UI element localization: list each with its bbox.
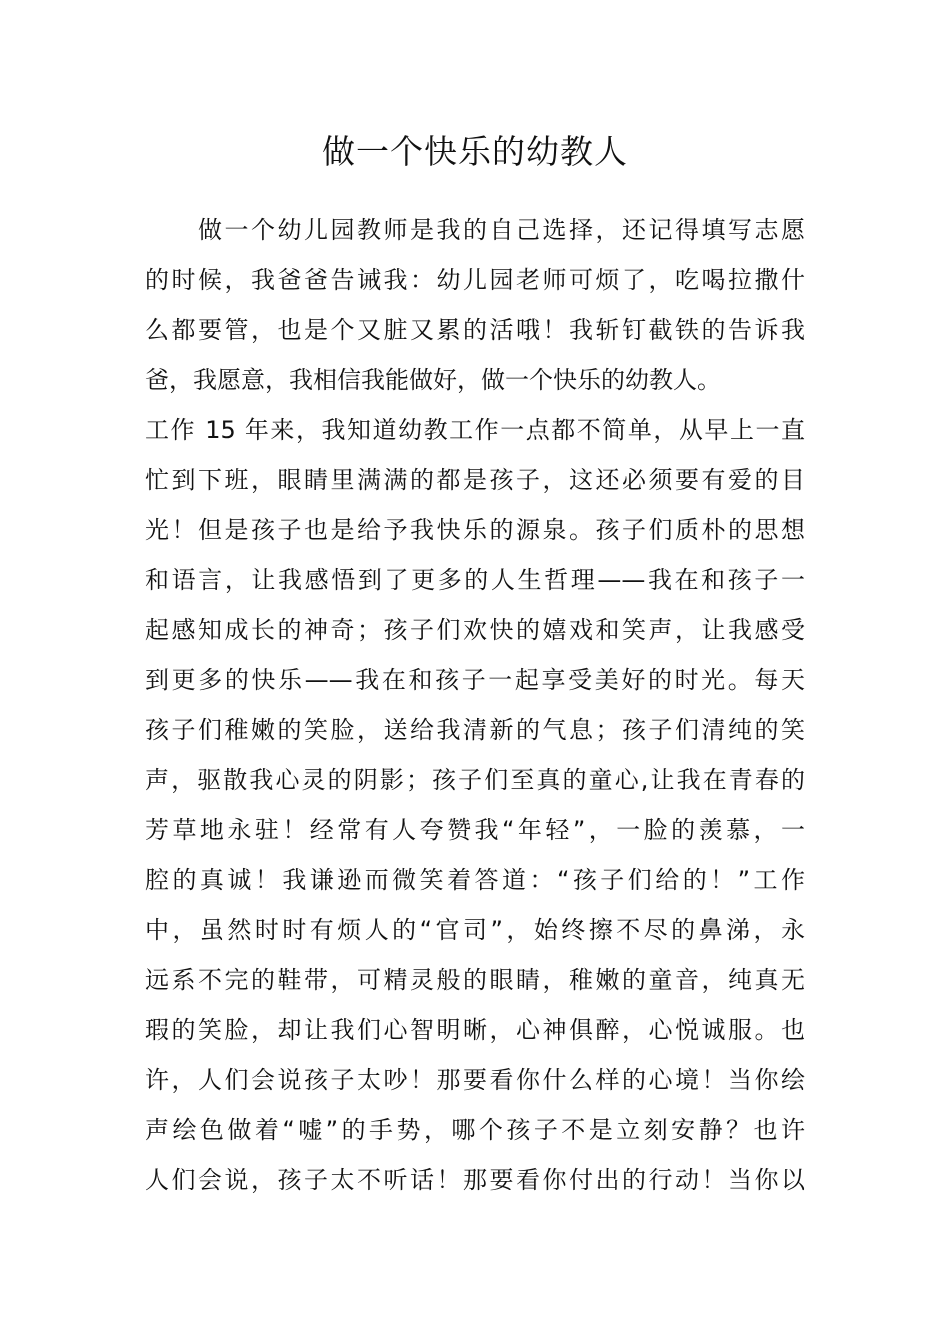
body-line-7: 光！但是孩子也是给予我快乐的源泉。孩子们质朴的思想 (145, 516, 805, 544)
body-line-1: 做一个幼儿园教师是我的自己选择，还记得填写志愿 (145, 216, 805, 244)
document-title: 做一个快乐的幼教人 (322, 132, 628, 171)
body-line-3: 么都要管，也是个又脏又累的活哦！我斩钉截铁的告诉我 (145, 316, 805, 344)
body-line-17: 瑕的笑脸，却让我们心智明晰，心神俱醉，心悦诚服。也 (145, 1016, 805, 1044)
body-line-6: 忙到下班，眼睛里满满的都是孩子，这还必须要有爱的目 (145, 466, 805, 494)
body-line-20: 人们会说，孩子太不听话！那要看你付出的行动！当你以 (145, 1166, 805, 1194)
body-line-13: 芳草地永驻！经常有人夸赞我“年轻”，一脸的羡慕，一 (145, 816, 805, 844)
body-line-19: 声绘色做着“嘘”的手势，哪个孩子不是立刻安静？也许 (145, 1116, 805, 1144)
body-line-10: 到更多的快乐——我在和孩子一起享受美好的时光。每天 (145, 666, 805, 694)
body-line-16: 远系不完的鞋带，可精灵般的眼睛，稚嫩的童音，纯真无 (145, 966, 805, 994)
body-line-8: 和语言，让我感悟到了更多的人生哲理——我在和孩子一 (145, 566, 805, 594)
body-line-9: 起感知成长的神奇；孩子们欢快的嬉戏和笑声，让我感受 (145, 616, 805, 644)
body-line-2: 的时候，我爸爸告诫我：幼儿园老师可烦了，吃喝拉撒什 (145, 266, 805, 294)
body-line-5: 工作 15 年来，我知道幼教工作一点都不简单，从早上一直 (145, 416, 805, 444)
body-line-15: 中，虽然时时有烦人的“官司”，始终擦不尽的鼻涕，永 (145, 916, 805, 944)
body-line-11: 孩子们稚嫩的笑脸，送给我清新的气息；孩子们清纯的笑 (145, 716, 805, 744)
body-line-14: 腔的真诚！我谦逊而微笑着答道：“孩子们给的！”工作 (145, 866, 805, 894)
document-body (145, 205, 805, 1205)
body-line-4: 爸，我愿意，我相信我能做好，做一个快乐的幼教人。 (145, 366, 721, 394)
body-line-12: 声，驱散我心灵的阴影；孩子们至真的童心,让我在青春的 (145, 766, 805, 794)
body-line-18: 许，人们会说孩子太吵！那要看你什么样的心境！当你绘 (145, 1066, 805, 1094)
